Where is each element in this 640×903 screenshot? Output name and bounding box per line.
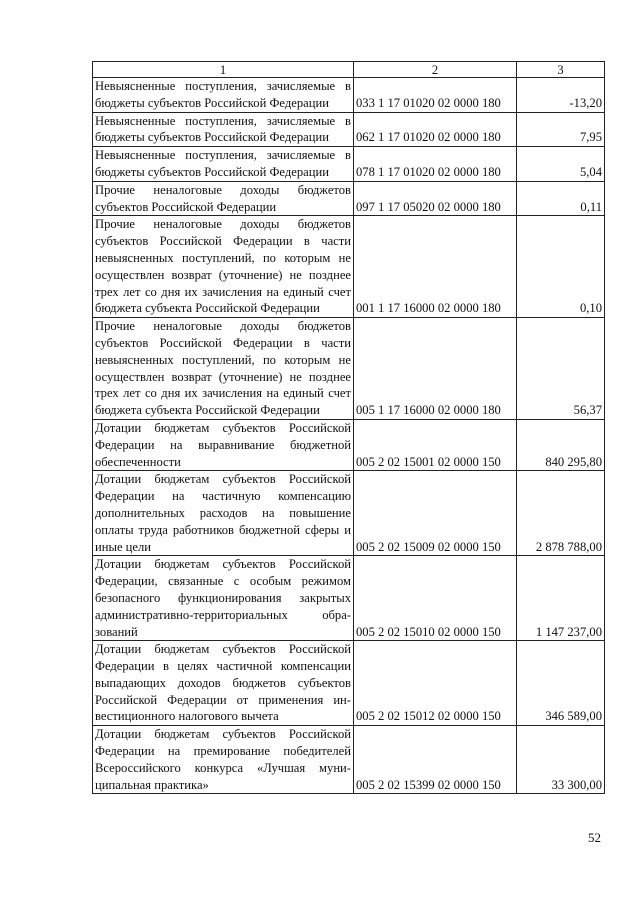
table-row xyxy=(93,641,605,726)
budget-code-cell: 005 2 02 15001 02 0000 150 xyxy=(354,419,517,470)
table-row xyxy=(93,112,605,147)
table-row xyxy=(93,181,605,216)
revenue-name-cell: Невыясненные поступления, зачисляемые в бюджеты субъектов Российской Федерации xyxy=(93,147,354,182)
amount-cell: 56,37 xyxy=(517,318,605,420)
amount-cell: 7,95 xyxy=(517,112,605,147)
budget-code-cell: 097 1 17 05020 02 0000 180 xyxy=(354,181,517,216)
table-row xyxy=(93,78,605,113)
column-header-2: 2 xyxy=(354,62,517,78)
budget-code-cell: 001 1 17 16000 02 0000 180 xyxy=(354,216,517,318)
amount-cell: 5,04 xyxy=(517,147,605,182)
table-row xyxy=(93,471,605,556)
revenue-name-cell: Прочие неналоговые доходы бюджетов субъектов Российской Федерации в части невыясненных поступлений, по которым не осуществлен возврат (уточнение) не позднее трех лет со дня их зачисления на единый счет бюджета субъекта Российской Федерации xyxy=(93,318,354,420)
revenue-name-cell: Дотации бюджетам субъектов Российской Федерации на премирование победителей Всероссийского конкурса «Лучшая муниципальная практика» xyxy=(93,726,354,794)
amount-cell: 840 295,80 xyxy=(517,419,605,470)
table-row xyxy=(93,726,605,794)
amount-cell: 1 147 237,00 xyxy=(517,556,605,641)
table-header-row xyxy=(93,62,605,78)
budget-code-cell: 005 2 02 15399 02 0000 150 xyxy=(354,726,517,794)
revenue-table xyxy=(92,61,605,794)
revenue-name-cell: Невыясненные поступления, зачисляемые в бюджеты субъектов Российской Федерации xyxy=(93,112,354,147)
column-header-1: 1 xyxy=(93,62,354,78)
budget-code-cell: 005 2 02 15010 02 0000 150 xyxy=(354,556,517,641)
page-number: 52 xyxy=(588,830,601,845)
revenue-name-cell: Прочие неналоговые доходы бюджетов субъектов Российской Федерации xyxy=(93,181,354,216)
table-row xyxy=(93,147,605,182)
table-row xyxy=(93,318,605,420)
revenue-name-cell: Дотации бюджетам субъектов Российской Федерации в целях частичной компенсации выпадающих доходов бюджетов субъектов Российской Федерации от применения инвестиционного налогового вычета xyxy=(93,641,354,726)
amount-cell: 346 589,00 xyxy=(517,641,605,726)
amount-cell: 0,11 xyxy=(517,181,605,216)
revenue-name-cell: Дотации бюджетам субъектов Российской Федерации на частичную компенсацию дополнительных расходов на повышение оплаты труда работников бюджетной сферы и иные цели xyxy=(93,471,354,556)
amount-cell: -13,20 xyxy=(517,78,605,113)
table-row xyxy=(93,216,605,318)
revenue-name-cell: Дотации бюджетам субъектов Российской Федерации, связанные с особым режимом безопасного функционирования закрытых административно-территориальных образований xyxy=(93,556,354,641)
column-header-3: 3 xyxy=(517,62,605,78)
revenue-name-cell: Невыясненные поступления, зачисляемые в бюджеты субъектов Российской Федерации xyxy=(93,78,354,113)
table-row xyxy=(93,419,605,470)
budget-code-cell: 078 1 17 01020 02 0000 180 xyxy=(354,147,517,182)
table-row xyxy=(93,556,605,641)
budget-code-cell: 062 1 17 01020 02 0000 180 xyxy=(354,112,517,147)
budget-code-cell: 005 1 17 16000 02 0000 180 xyxy=(354,318,517,420)
amount-cell: 0,10 xyxy=(517,216,605,318)
budget-code-cell: 005 2 02 15009 02 0000 150 xyxy=(354,471,517,556)
budget-code-cell: 033 1 17 01020 02 0000 180 xyxy=(354,78,517,113)
budget-code-cell: 005 2 02 15012 02 0000 150 xyxy=(354,641,517,726)
revenue-name-cell: Прочие неналоговые доходы бюджетов субъектов Российской Федерации в части невыясненных поступлений, по которым не осуществлен возврат (уточнение) не позднее трех лет со дня их зачисления на единый счет бюджета субъекта Российской Федерации xyxy=(93,216,354,318)
revenue-name-cell: Дотации бюджетам субъектов Российской Федерации на выравнивание бюджетной обеспеченности xyxy=(93,419,354,470)
amount-cell: 33 300,00 xyxy=(517,726,605,794)
amount-cell: 2 878 788,00 xyxy=(517,471,605,556)
